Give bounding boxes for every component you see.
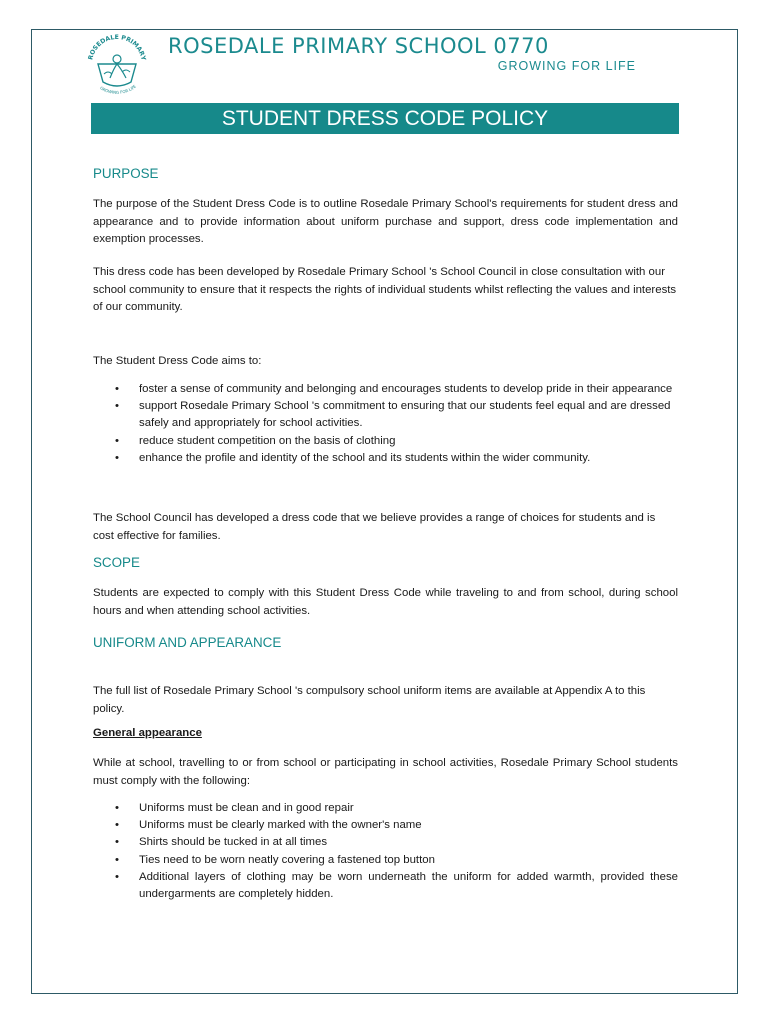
- uniform-paragraph-2: While at school, travelling to or from school or participating in school activities, Rosedale Primary School students must comply with the following:: [93, 757, 678, 787]
- purpose-paragraph-3: The School Council has developed a dress code that we believe provides a range of choices for students and is cost effective for families.: [93, 512, 656, 542]
- list-item: • foster a sense of community and belonging and encourages students to develop pride in their appearance: [93, 381, 678, 398]
- purpose-heading: PURPOSE: [93, 166, 159, 181]
- svg-text:ROSEDALE PRIMARY: ROSEDALE PRIMARY: [87, 34, 147, 62]
- list-item: • enhance the profile and identity of the school and its students within the wider community.: [93, 450, 678, 467]
- list-item: • Ties need to be worn neatly covering a fastened top button: [93, 852, 678, 869]
- school-motto: GROWING FOR LIFE: [497, 59, 636, 73]
- aims-intro: The Student Dress Code aims to:: [93, 355, 262, 367]
- appearance-rules-list: [93, 800, 678, 903]
- school-name: ROSEDALE PRIMARY SCHOOL 0770: [168, 34, 549, 58]
- school-logo: [84, 34, 150, 96]
- purpose-paragraph-1: The purpose of the Student Dress Code is to outline Rosedale Primary School's requirements for student dress and appearance and to provide information about uniform purchase and support, dress code implementation and exemption processes.: [93, 198, 678, 245]
- uniform-heading: UNIFORM AND APPEARANCE: [93, 635, 282, 650]
- list-item: • Uniforms must be clean and in good repair: [93, 800, 678, 817]
- scope-paragraph: Students are expected to comply with this Student Dress Code while traveling to and from school, during school hours and when attending school activities.: [93, 587, 678, 617]
- svg-text:GROWING FOR LIFE: GROWING FOR LIFE: [99, 83, 138, 95]
- list-item: • Uniforms must be clearly marked with the owner's name: [93, 817, 678, 834]
- list-item: • Additional layers of clothing may be worn underneath the uniform for added warmth, provided these undergarments are completely hidden.: [93, 869, 678, 903]
- general-appearance-heading: General appearance: [93, 727, 202, 739]
- purpose-paragraph-2: This dress code has been developed by Rosedale Primary School 's School Council in close consultation with our school community to ensure that it respects the rights of individual students whilst reflecting the values and interests of our community.: [93, 266, 677, 313]
- scope-heading: SCOPE: [93, 555, 140, 570]
- uniform-paragraph-1: The full list of Rosedale Primary School 's compulsory school uniform items are available at Appendix A to this policy.: [93, 685, 646, 715]
- list-item: • Shirts should be tucked in at all times: [93, 834, 678, 851]
- list-item: • reduce student competition on the basis of clothing: [93, 433, 678, 450]
- aims-list: [93, 381, 678, 467]
- document-title: STUDENT DRESS CODE POLICY: [91, 103, 679, 134]
- list-item: • support Rosedale Primary School 's commitment to ensuring that our students feel equal and are dressed safely and appropriately for school activities.: [93, 398, 678, 432]
